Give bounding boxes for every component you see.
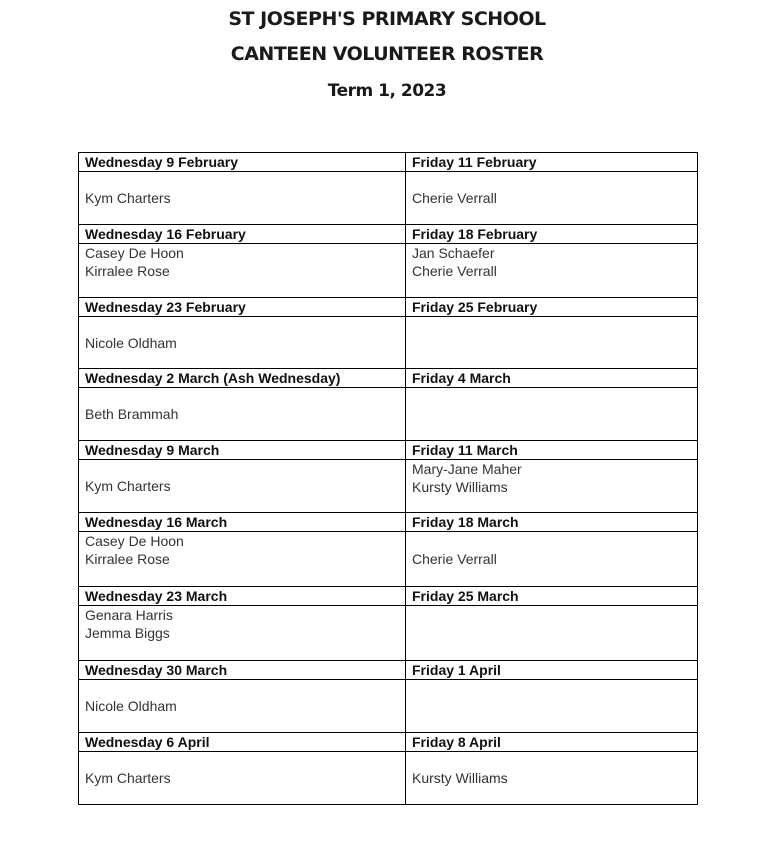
wednesday-cell — [79, 172, 406, 225]
wednesday-date: Wednesday 16 February — [79, 225, 406, 244]
friday-cell — [406, 460, 698, 513]
wednesday-cell — [79, 606, 406, 661]
wednesday-cell — [79, 680, 406, 733]
wednesday-cell — [79, 460, 406, 513]
friday-date: Friday 25 February — [406, 298, 698, 317]
date-row — [79, 441, 698, 460]
wednesday-cell — [79, 388, 406, 441]
wednesday-volunteers: Beth Brammah — [85, 406, 179, 422]
names-row — [79, 606, 698, 661]
names-row — [79, 752, 698, 805]
wednesday-cell — [79, 752, 406, 805]
friday-cell — [406, 680, 698, 733]
friday-volunteers: Kursty Williams — [412, 770, 508, 786]
friday-cell — [406, 317, 698, 369]
date-row — [79, 587, 698, 606]
names-row — [79, 244, 698, 298]
wednesday-date: Wednesday 23 March — [79, 587, 406, 606]
roster-title: CANTEEN VOLUNTEER ROSTER — [230, 43, 544, 65]
names-row — [79, 317, 698, 369]
names-row — [79, 388, 698, 441]
wednesday-date: Wednesday 30 March — [79, 661, 406, 680]
wednesday-volunteers: Kym Charters — [85, 770, 171, 786]
friday-date: Friday 18 February — [406, 225, 698, 244]
wednesday-date: Wednesday 9 February — [79, 153, 406, 172]
friday-date: Friday 8 April — [406, 733, 698, 752]
friday-date: Friday 11 March — [406, 441, 698, 460]
wednesday-volunteers: Nicole Oldham — [85, 334, 177, 351]
friday-date: Friday 1 April — [406, 661, 698, 680]
friday-date: Friday 4 March — [406, 369, 698, 388]
friday-volunteers: Cherie Verrall — [412, 551, 497, 567]
wednesday-cell — [79, 244, 406, 298]
wednesday-volunteers: Casey De Hoon Kirralee Rose — [85, 245, 184, 279]
roster-table — [78, 152, 698, 805]
friday-cell — [406, 606, 698, 661]
school-name: ST JOSEPH'S PRIMARY SCHOOL — [228, 8, 546, 30]
wednesday-date: Wednesday 2 March (Ash Wednesday) — [79, 369, 406, 388]
date-row — [79, 661, 698, 680]
wednesday-date: Wednesday 23 February — [79, 298, 406, 317]
names-row — [79, 680, 698, 733]
friday-cell — [406, 244, 698, 298]
friday-date: Friday 11 February — [406, 153, 698, 172]
friday-cell — [406, 752, 698, 805]
date-row — [79, 153, 698, 172]
friday-date: Friday 25 March — [406, 587, 698, 606]
wednesday-volunteers: Casey De Hoon Kirralee Rose — [85, 533, 184, 567]
wednesday-date: Wednesday 16 March — [79, 513, 406, 532]
friday-cell — [406, 388, 698, 441]
date-row — [79, 513, 698, 532]
friday-volunteers: Jan Schaefer Cherie Verrall — [412, 245, 497, 279]
date-row — [79, 225, 698, 244]
names-row — [79, 460, 698, 513]
wednesday-cell — [79, 317, 406, 369]
date-row — [79, 369, 698, 388]
friday-volunteers: Mary-Jane Maher Kursty Williams — [412, 461, 522, 495]
friday-date: Friday 18 March — [406, 513, 698, 532]
wednesday-volunteers: Genara Harris Jemma Biggs — [85, 607, 173, 641]
friday-volunteers: Cherie Verrall — [412, 190, 497, 206]
names-row — [79, 172, 698, 225]
term-label: Term 1, 2023 — [327, 81, 447, 101]
wednesday-cell — [79, 532, 406, 587]
friday-cell — [406, 532, 698, 587]
wednesday-volunteers: Kym Charters — [85, 478, 171, 494]
wednesday-date: Wednesday 6 April — [79, 733, 406, 752]
date-row — [79, 733, 698, 752]
date-row — [79, 298, 698, 317]
wednesday-volunteers: Nicole Oldham — [85, 698, 177, 714]
wednesday-volunteers: Kym Charters — [85, 190, 171, 206]
friday-cell — [406, 172, 698, 225]
names-row — [79, 532, 698, 587]
wednesday-date: Wednesday 9 March — [79, 441, 406, 460]
